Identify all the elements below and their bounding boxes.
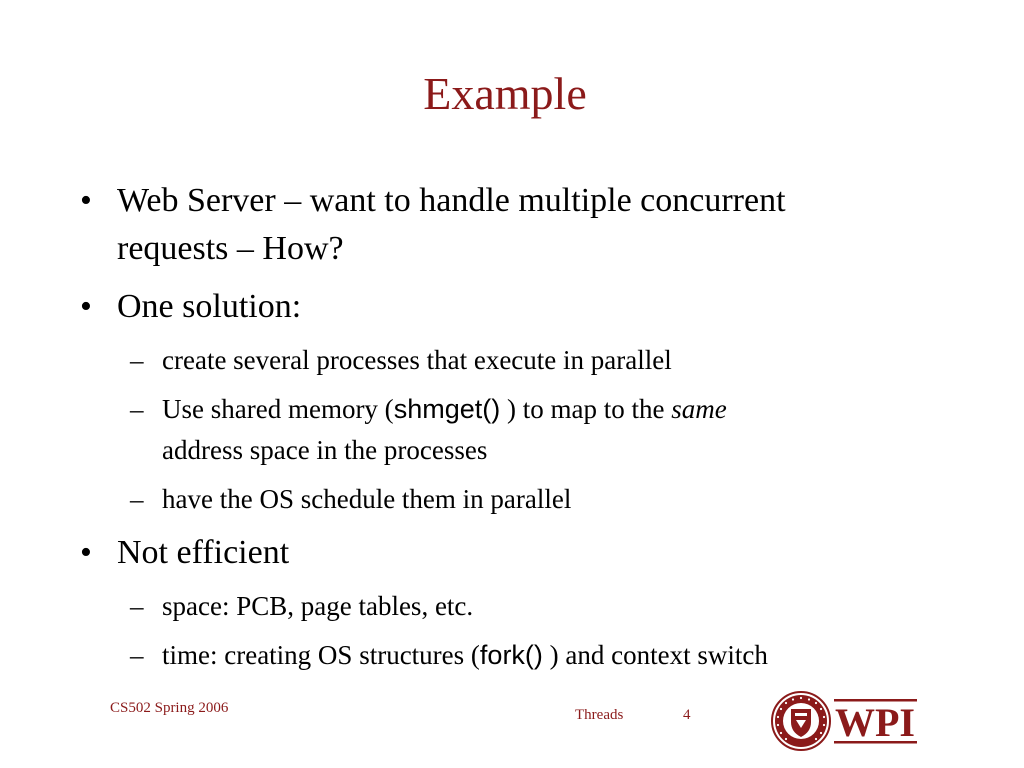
subbullet-text: space: PCB, page tables, etc. <box>162 591 474 621</box>
footer-course: CS502 Spring 2006 <box>110 700 229 716</box>
subbullet-marker: – <box>130 640 144 670</box>
subbullet-text <box>162 635 768 675</box>
bullet-text: Not efficient <box>117 534 290 571</box>
text-part: ) and context switch <box>542 640 768 670</box>
subbullet-text: have the OS schedule them in parallel <box>162 484 572 514</box>
subbullet-text: create several processes that execute in parallel <box>162 345 672 375</box>
bullet-text: One solution: <box>117 288 302 325</box>
footer-page-number: 4 <box>683 707 691 723</box>
subbullet-marker: – <box>130 591 144 621</box>
code-shmget: shmget() <box>393 394 501 424</box>
subbullet-text-line1 <box>162 389 727 429</box>
footer-section: Threads <box>575 707 624 723</box>
code-fork: fork() <box>479 640 543 670</box>
subbullet-text-line2: address space in the processes <box>162 435 488 465</box>
bullet-marker: • <box>80 288 92 325</box>
emphasis-same: same <box>671 394 727 424</box>
wpi-logo <box>770 690 920 752</box>
bullet-text-line1: Web Server – want to handle multiple concurrent <box>117 182 786 219</box>
slide-title: Example <box>423 68 587 119</box>
bullet-marker: • <box>80 534 92 571</box>
wpi-wordmark: WPI <box>835 700 915 745</box>
subbullet-marker: – <box>130 484 144 514</box>
text-part: time: creating OS structures ( <box>162 640 480 670</box>
bullet-marker: • <box>80 182 92 219</box>
subbullet-marker: – <box>130 394 144 424</box>
bullet-text-line2: requests – How? <box>117 230 344 267</box>
wpi-seal-icon <box>770 690 920 752</box>
subbullet-marker: – <box>130 345 144 375</box>
text-part: Use shared memory ( <box>162 394 394 424</box>
text-part: ) to map to the <box>500 394 672 424</box>
